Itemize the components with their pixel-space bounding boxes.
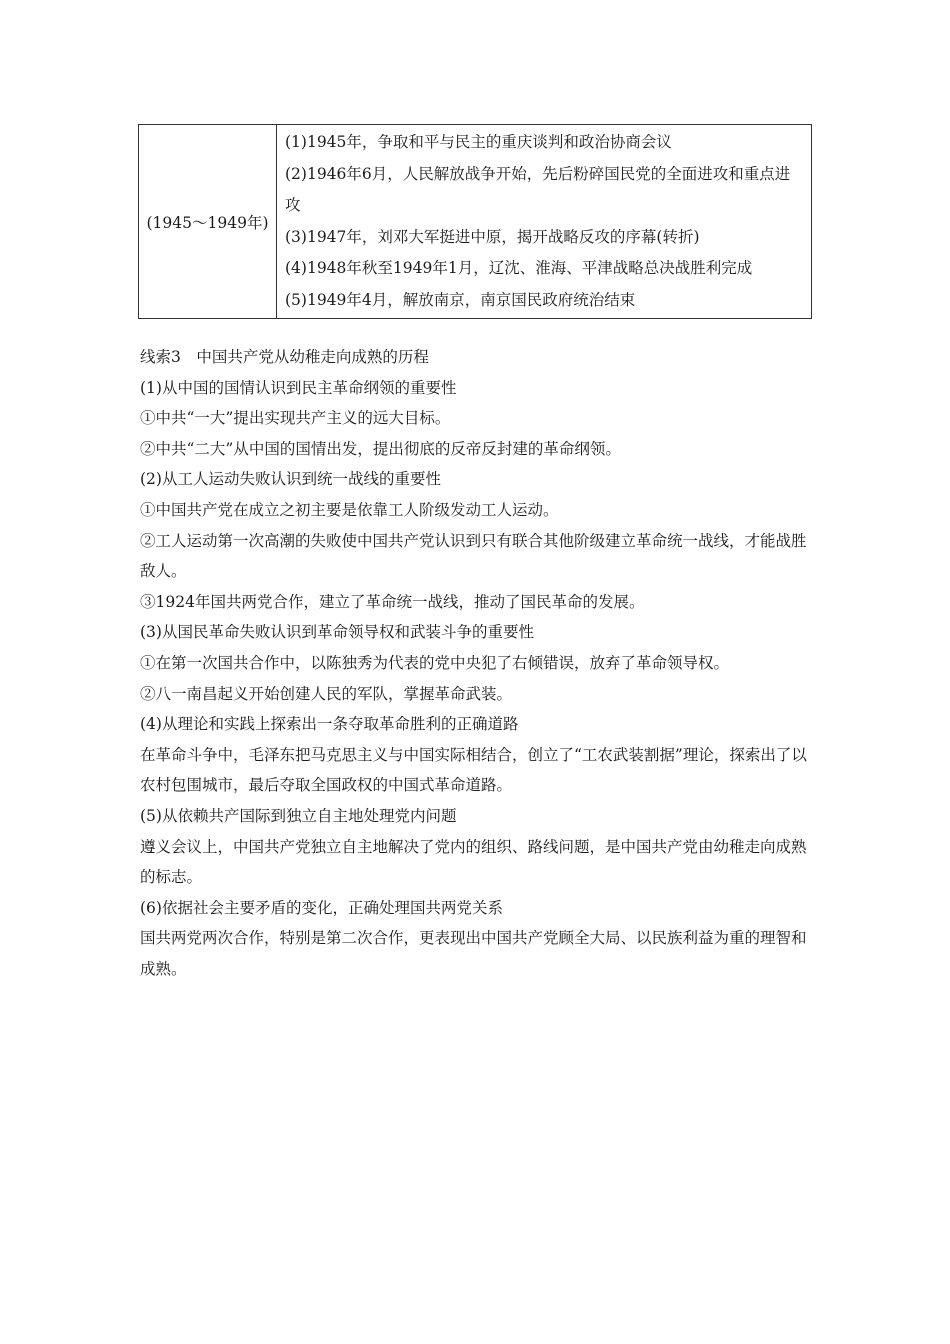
event-item: (2)1946年6月，人民解放战争开始，先后粉碎国民党的全面进攻和重点进攻 bbox=[285, 164, 791, 214]
section-body bbox=[140, 342, 814, 984]
subheading: (6)依据社会主要矛盾的变化，正确处理国共两党关系 bbox=[140, 898, 503, 917]
event-item: (1)1945年，争取和平与民主的重庆谈判和政治协商会议 bbox=[285, 133, 672, 151]
subheading: (1)从中国的国情认识到民主革命纲领的重要性 bbox=[140, 378, 457, 397]
list-item: ①在第一次国共合作中，以陈独秀为代表的党中央犯了右倾错误，放弃了革命领导权。 bbox=[140, 653, 730, 672]
paragraph: 遵义会议上，中国共产党独立自主地解决了党内的组织、路线问题，是中国共产党由幼稚走向成熟的标志。 bbox=[140, 837, 807, 887]
subheading: (3)从国民革命失败认识到革命领导权和武装斗争的重要性 bbox=[140, 623, 534, 642]
event-item: (5)1949年4月，解放南京，南京国民政府统治结束 bbox=[285, 290, 636, 309]
table-row bbox=[139, 125, 812, 319]
list-item: ①中国共产党在成立之初主要是依靠工人阶级发动工人运动。 bbox=[140, 500, 559, 519]
period-cell bbox=[139, 125, 277, 319]
event-item: (3)1947年，刘邓大军挺进中原，揭开战略反攻的序幕(转折) bbox=[285, 227, 700, 246]
list-item: ②工人运动第一次高潮的失败使中国共产党认识到只有联合其他阶级建立革命统一战线，才能战胜敌人。 bbox=[140, 531, 807, 581]
subheading: (5)从依赖共产国际到独立自主地处理党内问题 bbox=[140, 806, 457, 825]
list-item: ②八一南昌起义开始创建人民的军队，掌握革命武装。 bbox=[140, 684, 513, 703]
subheading: (2)从工人运动失败认识到统一战线的重要性 bbox=[140, 470, 441, 489]
list-item: ①中共“一大”提出实现共产主义的远大目标。 bbox=[140, 409, 451, 428]
paragraph: 国共两党两次合作，特别是第二次合作，更表现出中国共产党顾全大局、以民族利益为重的理智和成熟。 bbox=[140, 929, 807, 978]
subheading: (4)从理论和实践上探索出一条夺取革命胜利的正确道路 bbox=[140, 715, 519, 734]
timeline-table bbox=[138, 124, 812, 319]
paragraph: 在革命斗争中，毛泽东把马克思主义与中国实际相结合，创立了“工农武装割据”理论，探索出了以农村包围城市，最后夺取全国政权的中国式革命道路。 bbox=[140, 745, 807, 795]
events-cell bbox=[277, 125, 812, 319]
event-item: (4)1948年秋至1949年1月，辽沈、淮海、平津战略总决战胜利完成 bbox=[285, 259, 753, 277]
list-item: ③1924年国共两党合作，建立了革命统一战线，推动了国民革命的发展。 bbox=[140, 592, 645, 611]
period-label: (1945～1949年) bbox=[146, 213, 269, 232]
section-title: 线索3 中国共产党从幼稚走向成熟的历程 bbox=[140, 348, 429, 366]
list-item: ②中共“二大”从中国的国情出发，提出彻底的反帝反封建的革命纲领。 bbox=[140, 439, 621, 458]
